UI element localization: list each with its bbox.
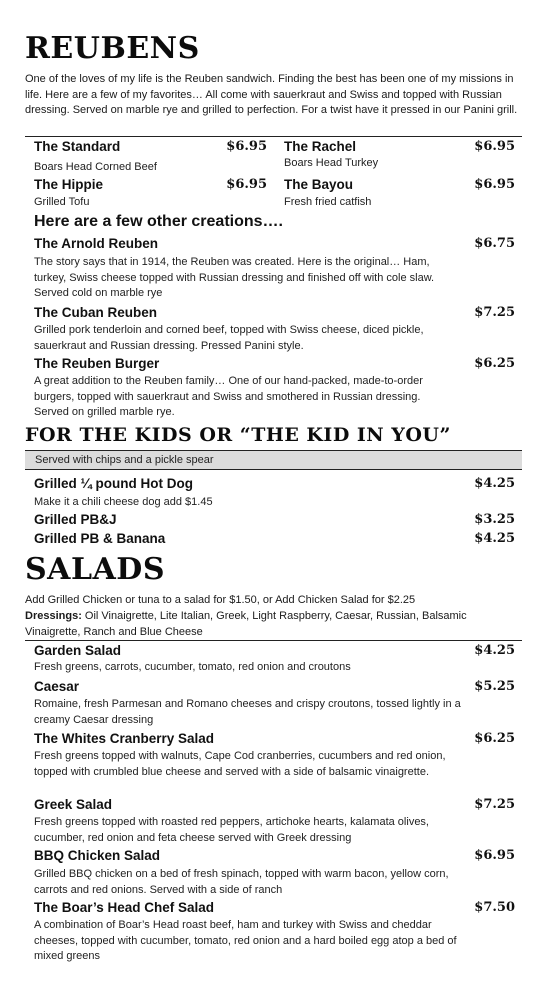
menu-item-price: $7.25	[474, 305, 515, 320]
menu-item-name: The Rachel	[284, 139, 357, 154]
menu-item-price: $4.25	[474, 531, 515, 546]
menu-item-name: Greek Salad	[34, 797, 113, 812]
menu-item-desc: A combination of Boar’s Head roast beef, ham and turkey with Swiss and cheddar cheeses, topped with cucumber, tomato, red onion and a hard boiled egg atop a bed of mixed greens	[34, 919, 457, 962]
menu-item-desc: Fresh greens topped with walnuts, Cape Cod cranberries, cucumbers and red onion, topped with crumbled blue cheese and served with a side of balsamic vinaigrette.	[34, 750, 446, 778]
menu-item-price: $6.95	[226, 139, 267, 154]
menu-item-name: The Reuben Burger	[34, 356, 160, 371]
reubens-heading: REUBENS	[25, 31, 200, 66]
menu-item-desc: Fresh greens topped with roasted red peppers, artichoke hearts, kalamata olives, cucumber, red onion and feta cheese served with Greek dressing	[34, 816, 429, 844]
divider	[25, 640, 522, 641]
dressings-list: Oil Vinaigrette, Lite Italian, Greek, Light Raspberry, Caesar, Russian, Balsamic Vinaigrette, Ranch and Blue Cheese	[25, 610, 467, 638]
menu-item-desc: Boars Head Corned Beef	[34, 161, 157, 173]
menu-item-desc: Romaine, fresh Parmesan and Romano cheeses and crispy croutons, tossed lightly in a creamy Caesar dressing	[34, 698, 461, 726]
menu-item-desc: Fresh fried catfish	[284, 196, 372, 208]
reubens-intro: One of the loves of my life is the Reuben sandwich. Finding the best has been one of my missions in life. Here are a few of my favorites… All come with sauerkraut and Swiss and topped with Russian dressing. Served on marble rye and grilled to perfection. For a twist have it pressed in our Panini grill.	[25, 73, 518, 116]
menu-item-name: Grilled ¼ pound Hot Dog	[34, 476, 193, 491]
salads-dressings	[25, 609, 520, 640]
menu-item-desc: The story says that in 1914, the Reuben was created. Here is the original… Ham, turkey, Swiss cheese topped with Russian dressing and finished off with cole slaw. Served cold on marble rye	[34, 256, 435, 299]
menu-item-name: Caesar	[34, 679, 80, 694]
menu-item-price: $6.95	[474, 139, 515, 154]
kids-note-bar	[25, 450, 522, 470]
menu-item-name: The Arnold Reuben	[34, 236, 158, 251]
menu-item-price: $6.95	[474, 177, 515, 192]
subheading: Here are a few other creations….	[34, 213, 283, 230]
menu-item-price: $6.95	[226, 177, 267, 192]
menu-item-price: $7.25	[474, 797, 515, 812]
menu-item-price: $3.25	[474, 512, 515, 527]
menu-item-name: Garden Salad	[34, 643, 122, 658]
menu-item-name: The Bayou	[284, 177, 354, 192]
menu-item-price: $6.75	[474, 236, 515, 251]
menu-item-name: The Hippie	[34, 177, 104, 192]
menu-item-name: The Cuban Reuben	[34, 305, 158, 320]
menu-item-desc: Grilled Tofu	[34, 196, 90, 208]
salads-addon: Add Grilled Chicken or tuna to a salad for $1.50, or Add Chicken Salad for $2.25	[25, 594, 416, 606]
menu-item-price: $6.25	[474, 356, 515, 371]
menu-item-desc: Fresh greens, carrots, cucumber, tomato, red onion and croutons	[34, 661, 351, 673]
menu-item-name: Grilled PB&J	[34, 512, 117, 527]
menu-item-name: Grilled PB & Banana	[34, 531, 166, 546]
kids-heading: FOR THE KIDS OR “THE KID IN YOU”	[25, 424, 451, 446]
menu-item-price: $7.50	[474, 900, 515, 915]
divider	[25, 136, 522, 137]
menu-item-desc: Grilled pork tenderloin and corned beef, topped with Swiss cheese, diced pickle, sauerkraut and Russian dressing. Pressed Panini style.	[34, 324, 424, 352]
menu-item-name: The Whites Cranberry Salad	[34, 731, 215, 746]
salads-heading: SALADS	[25, 552, 165, 587]
menu-item-name: The Boar’s Head Chef Salad	[34, 900, 215, 915]
menu-item-price: $4.25	[474, 476, 515, 491]
menu-item-desc: Make it a chili cheese dog add $1.45	[34, 496, 213, 508]
menu-item-desc: A great addition to the Reuben family… One of our hand-packed, made-to-order burgers, topped with sauerkraut and Swiss and smothered in Russian dressing. Served on grilled marble rye.	[34, 375, 423, 418]
menu-item-price: $5.25	[474, 679, 515, 694]
menu-item-name: BBQ Chicken Salad	[34, 848, 161, 863]
menu-item-price: $6.95	[474, 848, 515, 863]
menu-item-price: $4.25	[474, 643, 515, 658]
dressings-label: Dressings:	[25, 610, 82, 622]
menu-item-price: $6.25	[474, 731, 515, 746]
menu-item-desc: Boars Head Turkey	[284, 157, 379, 169]
menu-item-desc: Grilled BBQ chicken on a bed of fresh spinach, topped with warm bacon, yellow corn, carrots and red onions. Served with a side of ranch	[34, 868, 449, 896]
menu-item-name: The Standard	[34, 139, 121, 154]
kids-note: Served with chips and a pickle spear	[35, 454, 214, 466]
